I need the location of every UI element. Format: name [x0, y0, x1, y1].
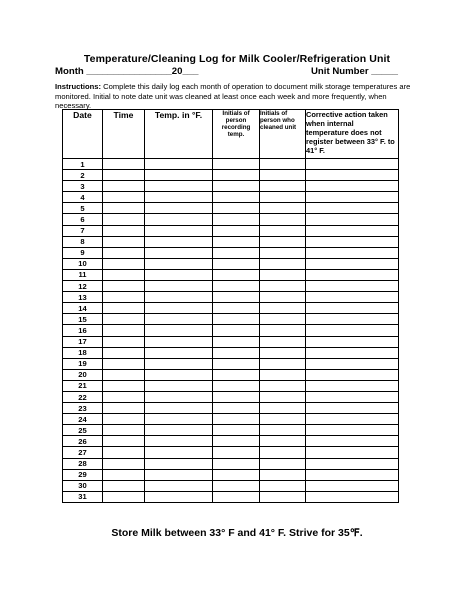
time-cell[interactable] [103, 369, 145, 380]
initials-cleaned-cell[interactable] [260, 292, 306, 303]
day-number-cell: 13 [63, 292, 103, 303]
temp-cell[interactable] [145, 203, 213, 214]
temp-cell[interactable] [145, 269, 213, 280]
time-cell[interactable] [103, 236, 145, 247]
initials-recording-cell[interactable] [213, 425, 260, 436]
page-title: Temperature/Cleaning Log for Milk Cooler/Refrigeration Unit [83, 53, 391, 65]
initials-cleaned-cell[interactable] [260, 447, 306, 458]
table-row [63, 236, 399, 247]
time-cell[interactable] [103, 325, 145, 336]
corrective-action-cell[interactable] [306, 214, 399, 225]
initials-recording-cell[interactable] [213, 225, 260, 236]
instructions-text: Complete this daily log each month of operation to document milk storage temperatures are monitored. Initial to note date unit was cleaned at least once each week and more frequently, when necessary. [55, 82, 411, 111]
corrective-action-cell[interactable] [306, 414, 399, 425]
table-row [63, 458, 399, 469]
initials-cleaned-cell[interactable] [260, 347, 306, 358]
temp-cell[interactable] [145, 403, 213, 414]
header-initials-first: I [222, 110, 225, 117]
corrective-action-cell[interactable] [306, 458, 399, 469]
table-row [63, 314, 399, 325]
initials-recording-cell[interactable] [213, 491, 260, 502]
time-cell[interactable] [103, 391, 145, 402]
corrective-action-cell[interactable] [306, 269, 399, 280]
time-cell[interactable] [103, 436, 145, 447]
table-row [63, 480, 399, 491]
temp-cell[interactable] [145, 303, 213, 314]
temp-cell[interactable] [145, 447, 213, 458]
instructions [55, 82, 423, 111]
day-number-cell: 29 [63, 469, 103, 480]
temp-cell[interactable] [145, 281, 213, 292]
corrective-action-cell[interactable] [306, 281, 399, 292]
table-row [63, 247, 399, 258]
time-cell[interactable] [103, 347, 145, 358]
day-number-cell: 12 [63, 281, 103, 292]
header-temp: Temp. in °F. [145, 110, 213, 159]
initials-recording-cell[interactable] [213, 369, 260, 380]
initials-cleaned-cell[interactable] [260, 314, 306, 325]
header-date: Date [63, 110, 103, 159]
header-initials-rest: nitials of person recording temp. [221, 110, 251, 138]
footer-note: Store Milk between 33° F and 41° F. Strive for 35℉. [111, 527, 363, 539]
temp-cell[interactable] [145, 358, 213, 369]
table-row [63, 347, 399, 358]
initials-recording-cell[interactable] [213, 325, 260, 336]
initials-recording-cell[interactable] [213, 347, 260, 358]
day-number-cell: 8 [63, 236, 103, 247]
temp-cell[interactable] [145, 414, 213, 425]
day-number-cell: 6 [63, 214, 103, 225]
initials-cleaned-cell[interactable] [260, 480, 306, 491]
day-number-cell: 24 [63, 414, 103, 425]
temp-cell[interactable] [145, 436, 213, 447]
corrective-action-cell[interactable] [306, 314, 399, 325]
time-cell[interactable] [103, 425, 145, 436]
initials-cleaned-cell[interactable] [260, 469, 306, 480]
log-table-header [63, 110, 399, 159]
initials-cleaned-cell[interactable] [260, 336, 306, 347]
initials-cleaned-cell[interactable] [260, 247, 306, 258]
table-row [63, 203, 399, 214]
time-cell[interactable] [103, 336, 145, 347]
temp-cell[interactable] [145, 347, 213, 358]
initials-cleaned-cell[interactable] [260, 269, 306, 280]
day-number-cell: 26 [63, 436, 103, 447]
corrective-action-cell[interactable] [306, 247, 399, 258]
time-cell[interactable] [103, 181, 145, 192]
corrective-action-cell[interactable] [306, 225, 399, 236]
temp-cell[interactable] [145, 159, 213, 170]
initials-recording-cell[interactable] [213, 469, 260, 480]
temp-cell[interactable] [145, 292, 213, 303]
corrective-action-cell[interactable] [306, 258, 399, 269]
day-number-cell: 25 [63, 425, 103, 436]
table-row [63, 391, 399, 402]
initials-cleaned-cell[interactable] [260, 325, 306, 336]
time-cell[interactable] [103, 292, 145, 303]
day-number-cell: 19 [63, 358, 103, 369]
header-corrective-action: Corrective action taken when internal temperature does not register between 33° F. to 41° F. [306, 110, 399, 159]
table-row [63, 414, 399, 425]
day-number-cell: 21 [63, 380, 103, 391]
corrective-action-cell[interactable] [306, 425, 399, 436]
temp-cell[interactable] [145, 214, 213, 225]
temp-cell[interactable] [145, 225, 213, 236]
day-number-cell: 2 [63, 170, 103, 181]
day-number-cell: 1 [63, 159, 103, 170]
day-number-cell: 11 [63, 269, 103, 280]
temp-cell[interactable] [145, 425, 213, 436]
time-cell[interactable] [103, 314, 145, 325]
table-row [63, 380, 399, 391]
temp-cell[interactable] [145, 380, 213, 391]
log-table-body [63, 159, 399, 503]
initials-cleaned-cell[interactable] [260, 403, 306, 414]
corrective-action-cell[interactable] [306, 358, 399, 369]
temp-cell[interactable] [145, 170, 213, 181]
initials-recording-cell[interactable] [213, 192, 260, 203]
table-row [63, 358, 399, 369]
initials-recording-cell[interactable] [213, 358, 260, 369]
initials-recording-cell[interactable] [213, 336, 260, 347]
initials-cleaned-cell[interactable] [260, 214, 306, 225]
initials-recording-cell[interactable] [213, 214, 260, 225]
instructions-label: Instructions: [55, 82, 101, 91]
table-row [63, 170, 399, 181]
temp-cell[interactable] [145, 236, 213, 247]
initials-cleaned-cell[interactable] [260, 192, 306, 203]
table-row [63, 369, 399, 380]
initials-recording-cell[interactable] [213, 269, 260, 280]
initials-cleaned-cell[interactable] [260, 181, 306, 192]
day-number-cell: 14 [63, 303, 103, 314]
temp-cell[interactable] [145, 336, 213, 347]
initials-cleaned-cell[interactable] [260, 303, 306, 314]
day-number-cell: 10 [63, 258, 103, 269]
corrective-action-cell[interactable] [306, 469, 399, 480]
time-cell[interactable] [103, 214, 145, 225]
time-cell[interactable] [103, 491, 145, 502]
table-row [63, 258, 399, 269]
time-cell[interactable] [103, 258, 145, 269]
initials-recording-cell[interactable] [213, 170, 260, 181]
initials-cleaned-cell[interactable] [260, 391, 306, 402]
initials-cleaned-cell[interactable] [260, 436, 306, 447]
initials-cleaned-cell[interactable] [260, 225, 306, 236]
initials-recording-cell[interactable] [213, 480, 260, 491]
day-number-cell: 9 [63, 247, 103, 258]
day-number-cell: 15 [63, 314, 103, 325]
day-number-cell: 3 [63, 181, 103, 192]
time-cell[interactable] [103, 447, 145, 458]
time-cell[interactable] [103, 358, 145, 369]
initials-cleaned-cell[interactable] [260, 258, 306, 269]
temp-cell[interactable] [145, 247, 213, 258]
day-number-cell: 22 [63, 391, 103, 402]
corrective-action-cell[interactable] [306, 480, 399, 491]
initials-recording-cell[interactable] [213, 458, 260, 469]
corrective-action-cell[interactable] [306, 391, 399, 402]
corrective-action-cell[interactable] [306, 369, 399, 380]
initials-cleaned-cell[interactable] [260, 203, 306, 214]
time-cell[interactable] [103, 159, 145, 170]
initials-recording-cell[interactable] [213, 414, 260, 425]
table-row [63, 281, 399, 292]
corrective-action-cell[interactable] [306, 336, 399, 347]
corrective-action-cell[interactable] [306, 447, 399, 458]
time-cell[interactable] [103, 480, 145, 491]
day-number-cell: 4 [63, 192, 103, 203]
time-cell[interactable] [103, 247, 145, 258]
time-cell[interactable] [103, 414, 145, 425]
corrective-action-cell[interactable] [306, 192, 399, 203]
day-number-cell: 5 [63, 203, 103, 214]
time-cell[interactable] [103, 380, 145, 391]
initials-recording-cell[interactable] [213, 436, 260, 447]
initials-recording-cell[interactable] [213, 403, 260, 414]
corrective-action-cell[interactable] [306, 159, 399, 170]
time-cell[interactable] [103, 281, 145, 292]
day-number-cell: 27 [63, 447, 103, 458]
initials-recording-cell[interactable] [213, 236, 260, 247]
table-row [63, 325, 399, 336]
table-row [63, 192, 399, 203]
temp-cell[interactable] [145, 391, 213, 402]
initials-cleaned-cell[interactable] [260, 414, 306, 425]
temp-cell[interactable] [145, 325, 213, 336]
table-row [63, 303, 399, 314]
initials-cleaned-cell[interactable] [260, 358, 306, 369]
temp-cell[interactable] [145, 480, 213, 491]
initials-cleaned-cell[interactable] [260, 369, 306, 380]
time-cell[interactable] [103, 303, 145, 314]
day-number-cell: 28 [63, 458, 103, 469]
initials-cleaned-cell[interactable] [260, 281, 306, 292]
initials-recording-cell[interactable] [213, 181, 260, 192]
time-cell[interactable] [103, 403, 145, 414]
initials-recording-cell[interactable] [213, 303, 260, 314]
day-number-cell: 30 [63, 480, 103, 491]
table-row [63, 469, 399, 480]
time-cell[interactable] [103, 469, 145, 480]
time-cell[interactable] [103, 170, 145, 181]
initials-cleaned-cell[interactable] [260, 159, 306, 170]
initials-recording-cell[interactable] [213, 159, 260, 170]
table-row [63, 225, 399, 236]
time-cell[interactable] [103, 192, 145, 203]
time-cell[interactable] [103, 458, 145, 469]
corrective-action-cell[interactable] [306, 380, 399, 391]
initials-cleaned-cell[interactable] [260, 236, 306, 247]
header-initials-cleaned: Initials of person who cleaned unit [260, 110, 306, 159]
table-row [63, 436, 399, 447]
corrective-action-cell[interactable] [306, 181, 399, 192]
table-row [63, 214, 399, 225]
header-initials-recording [213, 110, 260, 159]
day-number-cell: 7 [63, 225, 103, 236]
corrective-action-cell[interactable] [306, 203, 399, 214]
day-number-cell: 23 [63, 403, 103, 414]
initials-recording-cell[interactable] [213, 203, 260, 214]
temp-cell[interactable] [145, 314, 213, 325]
table-row [63, 292, 399, 303]
temp-cell[interactable] [145, 369, 213, 380]
temp-cell[interactable] [145, 458, 213, 469]
corrective-action-cell[interactable] [306, 170, 399, 181]
temp-cell[interactable] [145, 181, 213, 192]
initials-cleaned-cell[interactable] [260, 380, 306, 391]
initials-recording-cell[interactable] [213, 447, 260, 458]
initials-recording-cell[interactable] [213, 391, 260, 402]
time-cell[interactable] [103, 225, 145, 236]
table-row [63, 181, 399, 192]
corrective-action-cell[interactable] [306, 436, 399, 447]
initials-cleaned-cell[interactable] [260, 425, 306, 436]
corrective-action-cell[interactable] [306, 325, 399, 336]
header-time: Time [103, 110, 145, 159]
day-number-cell: 20 [63, 369, 103, 380]
time-cell[interactable] [103, 269, 145, 280]
table-row [63, 269, 399, 280]
table-row [63, 491, 399, 502]
initials-cleaned-cell[interactable] [260, 170, 306, 181]
corrective-action-cell[interactable] [306, 303, 399, 314]
table-row [63, 425, 399, 436]
table-row [63, 159, 399, 170]
initials-recording-cell[interactable] [213, 281, 260, 292]
initials-recording-cell[interactable] [213, 292, 260, 303]
temp-cell[interactable] [145, 258, 213, 269]
log-table [62, 109, 399, 503]
table-row [63, 447, 399, 458]
initials-recording-cell[interactable] [213, 380, 260, 391]
initials-cleaned-cell[interactable] [260, 458, 306, 469]
corrective-action-cell[interactable] [306, 403, 399, 414]
table-row [63, 403, 399, 414]
day-number-cell: 31 [63, 491, 103, 502]
initials-recording-cell[interactable] [213, 247, 260, 258]
table-row [63, 336, 399, 347]
initials-cleaned-cell[interactable] [260, 491, 306, 502]
initials-recording-cell[interactable] [213, 258, 260, 269]
corrective-action-cell[interactable] [306, 292, 399, 303]
corrective-action-cell[interactable] [306, 236, 399, 247]
temp-cell[interactable] [145, 491, 213, 502]
corrective-action-cell[interactable] [306, 491, 399, 502]
day-number-cell: 17 [63, 336, 103, 347]
temp-cell[interactable] [145, 192, 213, 203]
unit-number-field: Unit Number _____ [311, 66, 398, 77]
time-cell[interactable] [103, 203, 145, 214]
corrective-action-cell[interactable] [306, 347, 399, 358]
month-field: Month ________________20___ [55, 66, 199, 77]
day-number-cell: 18 [63, 347, 103, 358]
initials-recording-cell[interactable] [213, 314, 260, 325]
day-number-cell: 16 [63, 325, 103, 336]
temp-cell[interactable] [145, 469, 213, 480]
